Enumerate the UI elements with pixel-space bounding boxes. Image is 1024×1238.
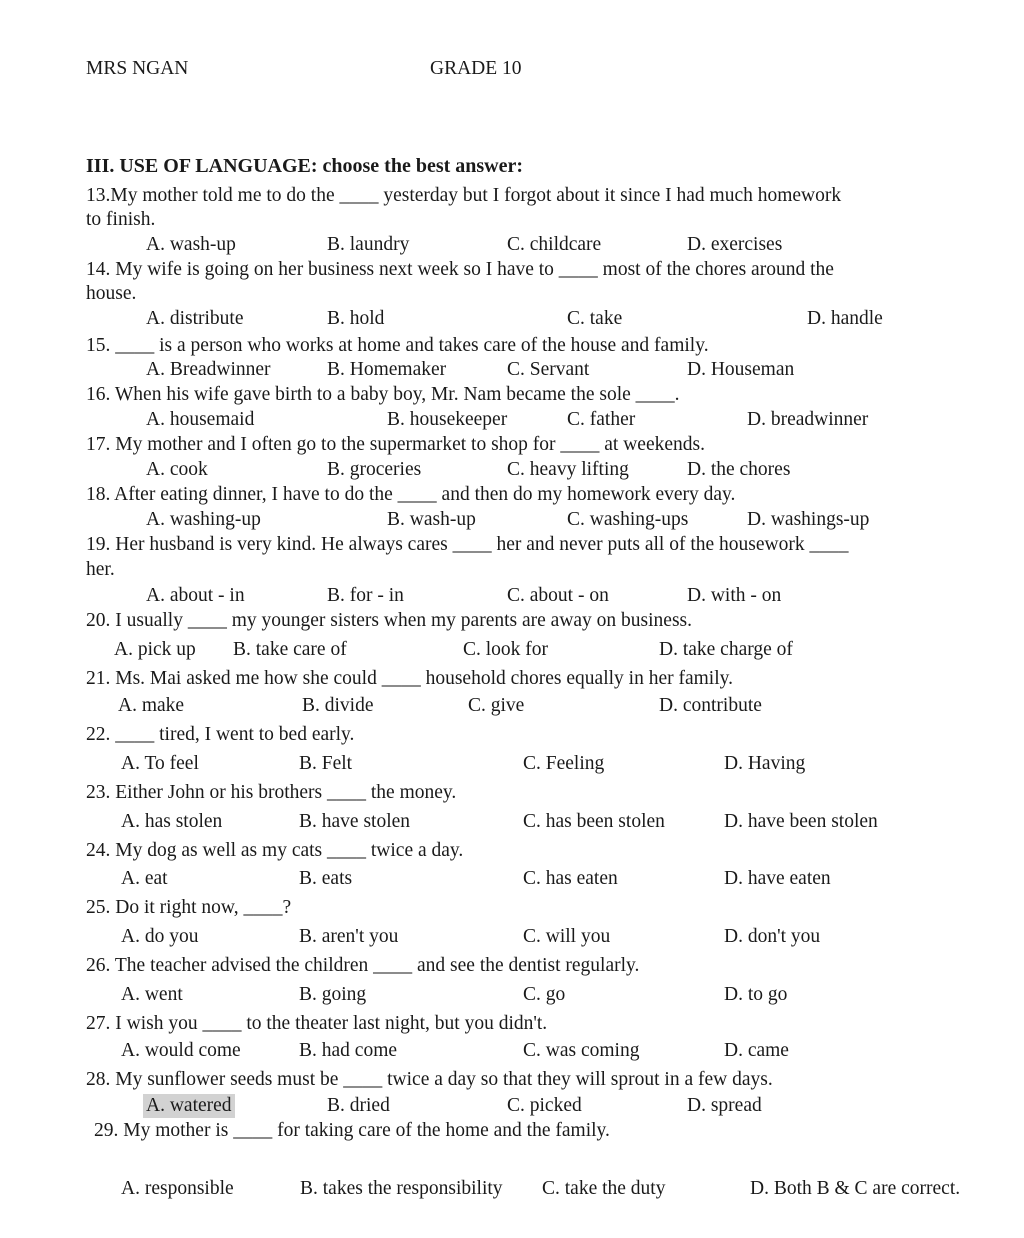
q25-option-c[interactable]: C. will you [523,926,611,947]
q23-option-d[interactable]: D. have been stolen [724,811,878,832]
q19-option-c[interactable]: C. about - on [507,585,609,606]
question-24-stem: 24. My dog as well as my cats ____ twice a day. [86,840,464,861]
q15-option-c[interactable]: C. Servant [507,359,590,380]
section-title: III. USE OF LANGUAGE: choose the best answer: [86,155,524,177]
q15-option-d[interactable]: D. Houseman [687,359,795,380]
q19-option-d[interactable]: D. with - on [687,585,782,606]
q26-option-a[interactable]: A. went [121,984,183,1005]
q16-option-b[interactable]: B. housekeeper [387,409,508,430]
q29-option-a[interactable]: A. responsible [121,1178,234,1199]
q24-option-a[interactable]: A. eat [121,868,168,889]
q21-option-a[interactable]: A. make [118,695,185,716]
q21-option-b[interactable]: B. divide [302,695,374,716]
q19-option-b[interactable]: B. for - in [327,585,404,606]
q13-option-c[interactable]: C. childcare [507,234,602,255]
question-19-stem-cont: her. [86,559,115,580]
q23-option-a[interactable]: A. has stolen [121,811,223,832]
q18-option-a[interactable]: A. washing-up [146,509,261,530]
question-13-stem-cont: to finish. [86,209,156,230]
q27-option-d[interactable]: D. came [724,1040,789,1061]
question-27-stem: 27. I wish you ____ to the theater last night, but you didn't. [86,1013,548,1034]
q22-option-b[interactable]: B. Felt [299,753,353,774]
q22-option-d[interactable]: D. Having [724,753,806,774]
q20-option-a[interactable]: A. pick up [114,639,196,660]
q13-option-b[interactable]: B. laundry [327,234,410,255]
q26-option-c[interactable]: C. go [523,984,566,1005]
q17-option-d[interactable]: D. the chores [687,459,791,480]
q21-option-c[interactable]: C. give [468,695,525,716]
q23-option-b[interactable]: B. have stolen [299,811,411,832]
q29-option-b[interactable]: B. takes the responsibility [300,1178,503,1199]
q22-option-c[interactable]: C. Feeling [523,753,605,774]
q25-option-d[interactable]: D. don't you [724,926,821,947]
q28-option-a[interactable]: A. watered [143,1094,235,1118]
q16-option-c[interactable]: C. father [567,409,636,430]
q21-option-d[interactable]: D. contribute [659,695,762,716]
q14-option-c[interactable]: C. take [567,308,623,329]
q13-option-a[interactable]: A. wash-up [146,234,236,255]
question-18-stem: 18. After eating dinner, I have to do the ____ and then do my homework every day. [86,484,736,505]
question-26-stem: 26. The teacher advised the children ____ and see the dentist regularly. [86,955,640,976]
q25-option-b[interactable]: B. aren't you [299,926,399,947]
q26-option-d[interactable]: D. to go [724,984,788,1005]
teacher-name: MRS NGAN [86,58,189,79]
q19-option-a[interactable]: A. about - in [146,585,245,606]
q22-option-a[interactable]: A. To feel [121,753,199,774]
q28-option-d[interactable]: D. spread [687,1095,762,1116]
q27-option-a[interactable]: A. would come [121,1040,241,1061]
question-16-stem: 16. When his wife gave birth to a baby boy, Mr. Nam became the sole ____. [86,384,680,405]
question-13-stem: 13.My mother told me to do the ____ yesterday but I forgot about it since I had much homework [86,185,842,206]
question-22-stem: 22. ____ tired, I went to bed early. [86,724,355,745]
question-25-stem: 25. Do it right now, ____? [86,897,292,918]
q14-option-b[interactable]: B. hold [327,308,385,329]
q24-option-d[interactable]: D. have eaten [724,868,831,889]
q20-option-c[interactable]: C. look for [463,639,549,660]
question-20-stem: 20. I usually ____ my younger sisters when my parents are away on business. [86,610,693,631]
question-28-stem: 28. My sunflower seeds must be ____ twice a day so that they will sprout in a few days. [86,1069,773,1090]
q18-option-c[interactable]: C. washing-ups [567,509,689,530]
q24-option-c[interactable]: C. has eaten [523,868,618,889]
q18-option-b[interactable]: B. wash-up [387,509,476,530]
q28-option-b[interactable]: B. dried [327,1095,390,1116]
q29-option-c[interactable]: C. take the duty [542,1178,666,1199]
q17-option-b[interactable]: B. groceries [327,459,422,480]
q17-option-a[interactable]: A. cook [146,459,208,480]
q15-option-b[interactable]: B. Homemaker [327,359,447,380]
q28-option-c[interactable]: C. picked [507,1095,582,1116]
q25-option-a[interactable]: A. do you [121,926,199,947]
q20-option-d[interactable]: D. take charge of [659,639,793,660]
q17-option-c[interactable]: C. heavy lifting [507,459,629,480]
q18-option-d[interactable]: D. washings-up [747,509,870,530]
q26-option-b[interactable]: B. going [299,984,367,1005]
q15-option-a[interactable]: A. Breadwinner [146,359,271,380]
q14-option-a[interactable]: A. distribute [146,308,244,329]
question-19-stem: 19. Her husband is very kind. He always cares ____ her and never puts all of the housework ____ [86,534,849,555]
question-15-stem: 15. ____ is a person who works at home and takes care of the house and family. [86,335,709,356]
q27-option-b[interactable]: B. had come [299,1040,398,1061]
q16-option-a[interactable]: A. housemaid [146,409,255,430]
grade-label: GRADE 10 [430,58,522,79]
q27-option-c[interactable]: C. was coming [523,1040,640,1061]
q14-option-d[interactable]: D. handle [807,308,883,329]
question-23-stem: 23. Either John or his brothers ____ the money. [86,782,457,803]
q20-option-b[interactable]: B. take care of [233,639,347,660]
question-29-stem: 29. My mother is ____ for taking care of the home and the family. [94,1120,610,1141]
question-14-stem: 14. My wife is going on her business next week so I have to ____ most of the chores around the [86,259,834,280]
q23-option-c[interactable]: C. has been stolen [523,811,665,832]
q24-option-b[interactable]: B. eats [299,868,353,889]
question-17-stem: 17. My mother and I often go to the supermarket to shop for ____ at weekends. [86,434,705,455]
question-14-stem-cont: house. [86,283,137,304]
question-21-stem: 21. Ms. Mai asked me how she could ____ household chores equally in her family. [86,668,733,689]
q29-option-d[interactable]: D. Both B & C are correct. [750,1178,961,1199]
q16-option-d[interactable]: D. breadwinner [747,409,869,430]
q13-option-d[interactable]: D. exercises [687,234,783,255]
